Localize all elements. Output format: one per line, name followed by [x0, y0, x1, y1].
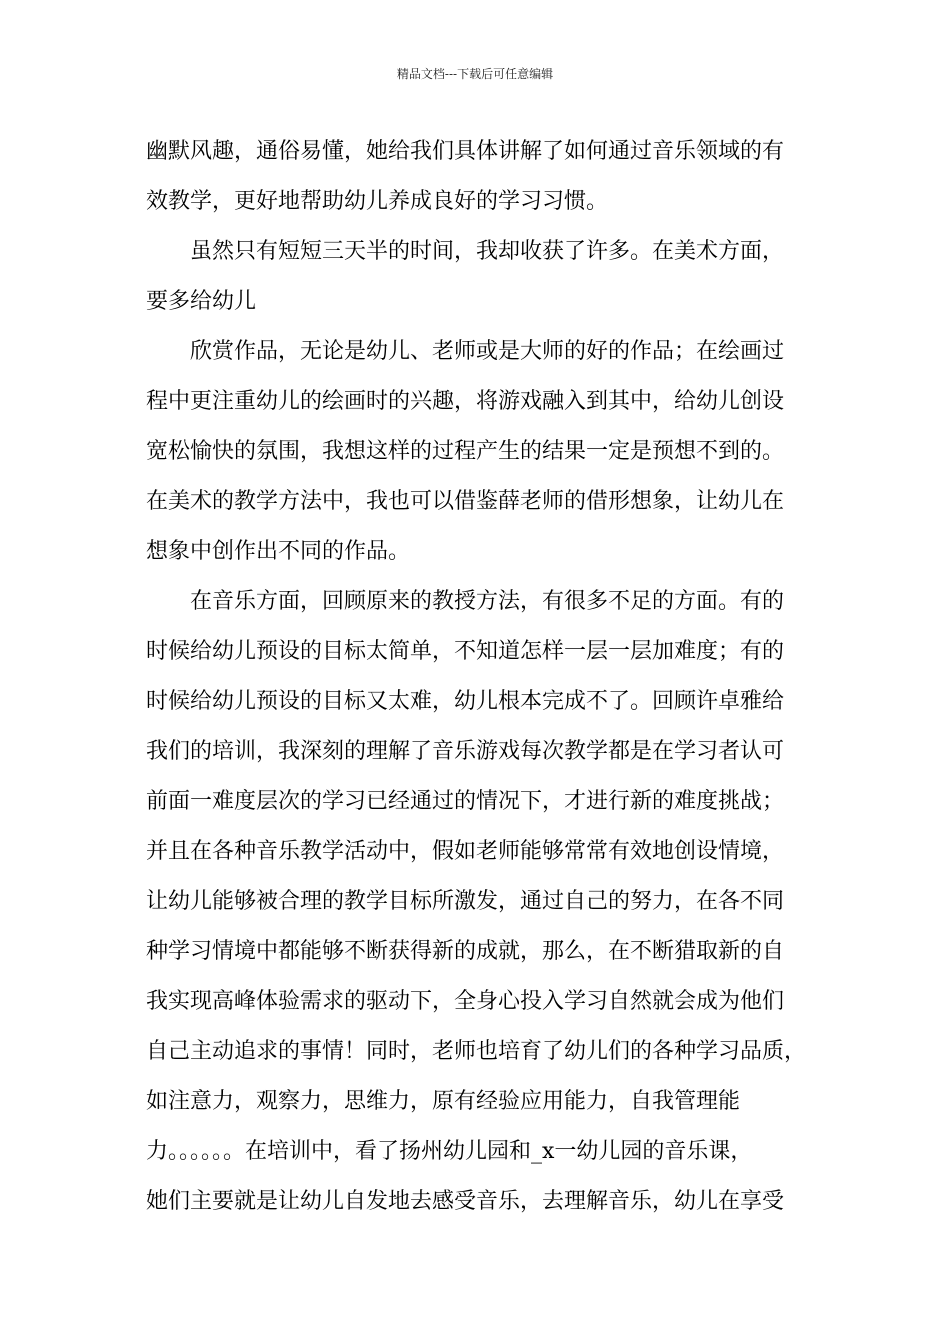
text-line: 前面一难度层次的学习已经通过的情况下，才进行新的难度挑战；: [146, 789, 785, 814]
text-line: 如注意力，观察力，思维力，原有经验应用能力，自我管理能: [146, 1089, 741, 1114]
text-line: 让幼儿能够被合理的教学目标所激发，通过自己的努力，在各不同: [146, 889, 785, 914]
text-line: 想象中创作出不同的作品。: [146, 539, 411, 564]
text-line: 时候给幼儿预设的目标太简单，不知道怎样一层一层加难度；有的: [146, 639, 785, 664]
text-line: 宽松愉快的氛围，我想这样的过程产生的结果一定是预想不到的。: [146, 439, 785, 464]
text-line: 幽默风趣，通俗易懂，她给我们具体讲解了如何通过音乐领域的有: [146, 139, 785, 164]
text-line: 要多给幼儿: [146, 289, 257, 314]
text-line: 种学习情境中都能够不断获得新的成就，那么，在不断猎取新的自: [146, 939, 785, 964]
page-header: 精品文档---下载后可任意编辑: [396, 67, 554, 81]
text-line: 我们的培训，我深刻的理解了音乐游戏每次教学都是在学习者认可: [146, 739, 785, 764]
document-body: [146, 130, 816, 1230]
text-line: 我实现高峰体验需求的驱动下，全身心投入学习自然就会成为他们: [146, 989, 785, 1014]
text-line: 欣赏作品，无论是幼儿、老师或是大师的好的作品；在绘画过: [190, 339, 785, 364]
text-line: 虽然只有短短三天半的时间，我却收获了许多。在美术方面，: [190, 239, 785, 264]
text-line: 程中更注重幼儿的绘画时的兴趣，将游戏融入到其中，给幼儿创设: [146, 389, 785, 414]
text-line: 效教学，更好地帮助幼儿养成良好的学习习惯。: [146, 189, 609, 214]
text-line: 并且在各种音乐教学活动中，假如老师能够常常有效地创设情境，: [146, 839, 785, 864]
text-line: 时候给幼儿预设的目标又太难，幼儿根本完成不了。回顾许卓雅给: [146, 689, 785, 714]
text-line: 她们主要就是让幼儿自发地去感受音乐，去理解音乐，幼儿在享受: [146, 1189, 785, 1214]
text-line: 自己主动追求的事情！同时，老师也培育了幼儿们的各种学习品质，: [146, 1039, 807, 1064]
text-line: 在音乐方面，回顾原来的教授方法，有很多不足的方面。有的: [190, 589, 785, 614]
text-line: 力。。。。。。在培训中，看了扬州幼儿园和_x一幼儿园的音乐课，: [146, 1139, 753, 1164]
text-line: 在美术的教学方法中，我也可以借鉴薛老师的借形想象，让幼儿在: [146, 489, 785, 514]
